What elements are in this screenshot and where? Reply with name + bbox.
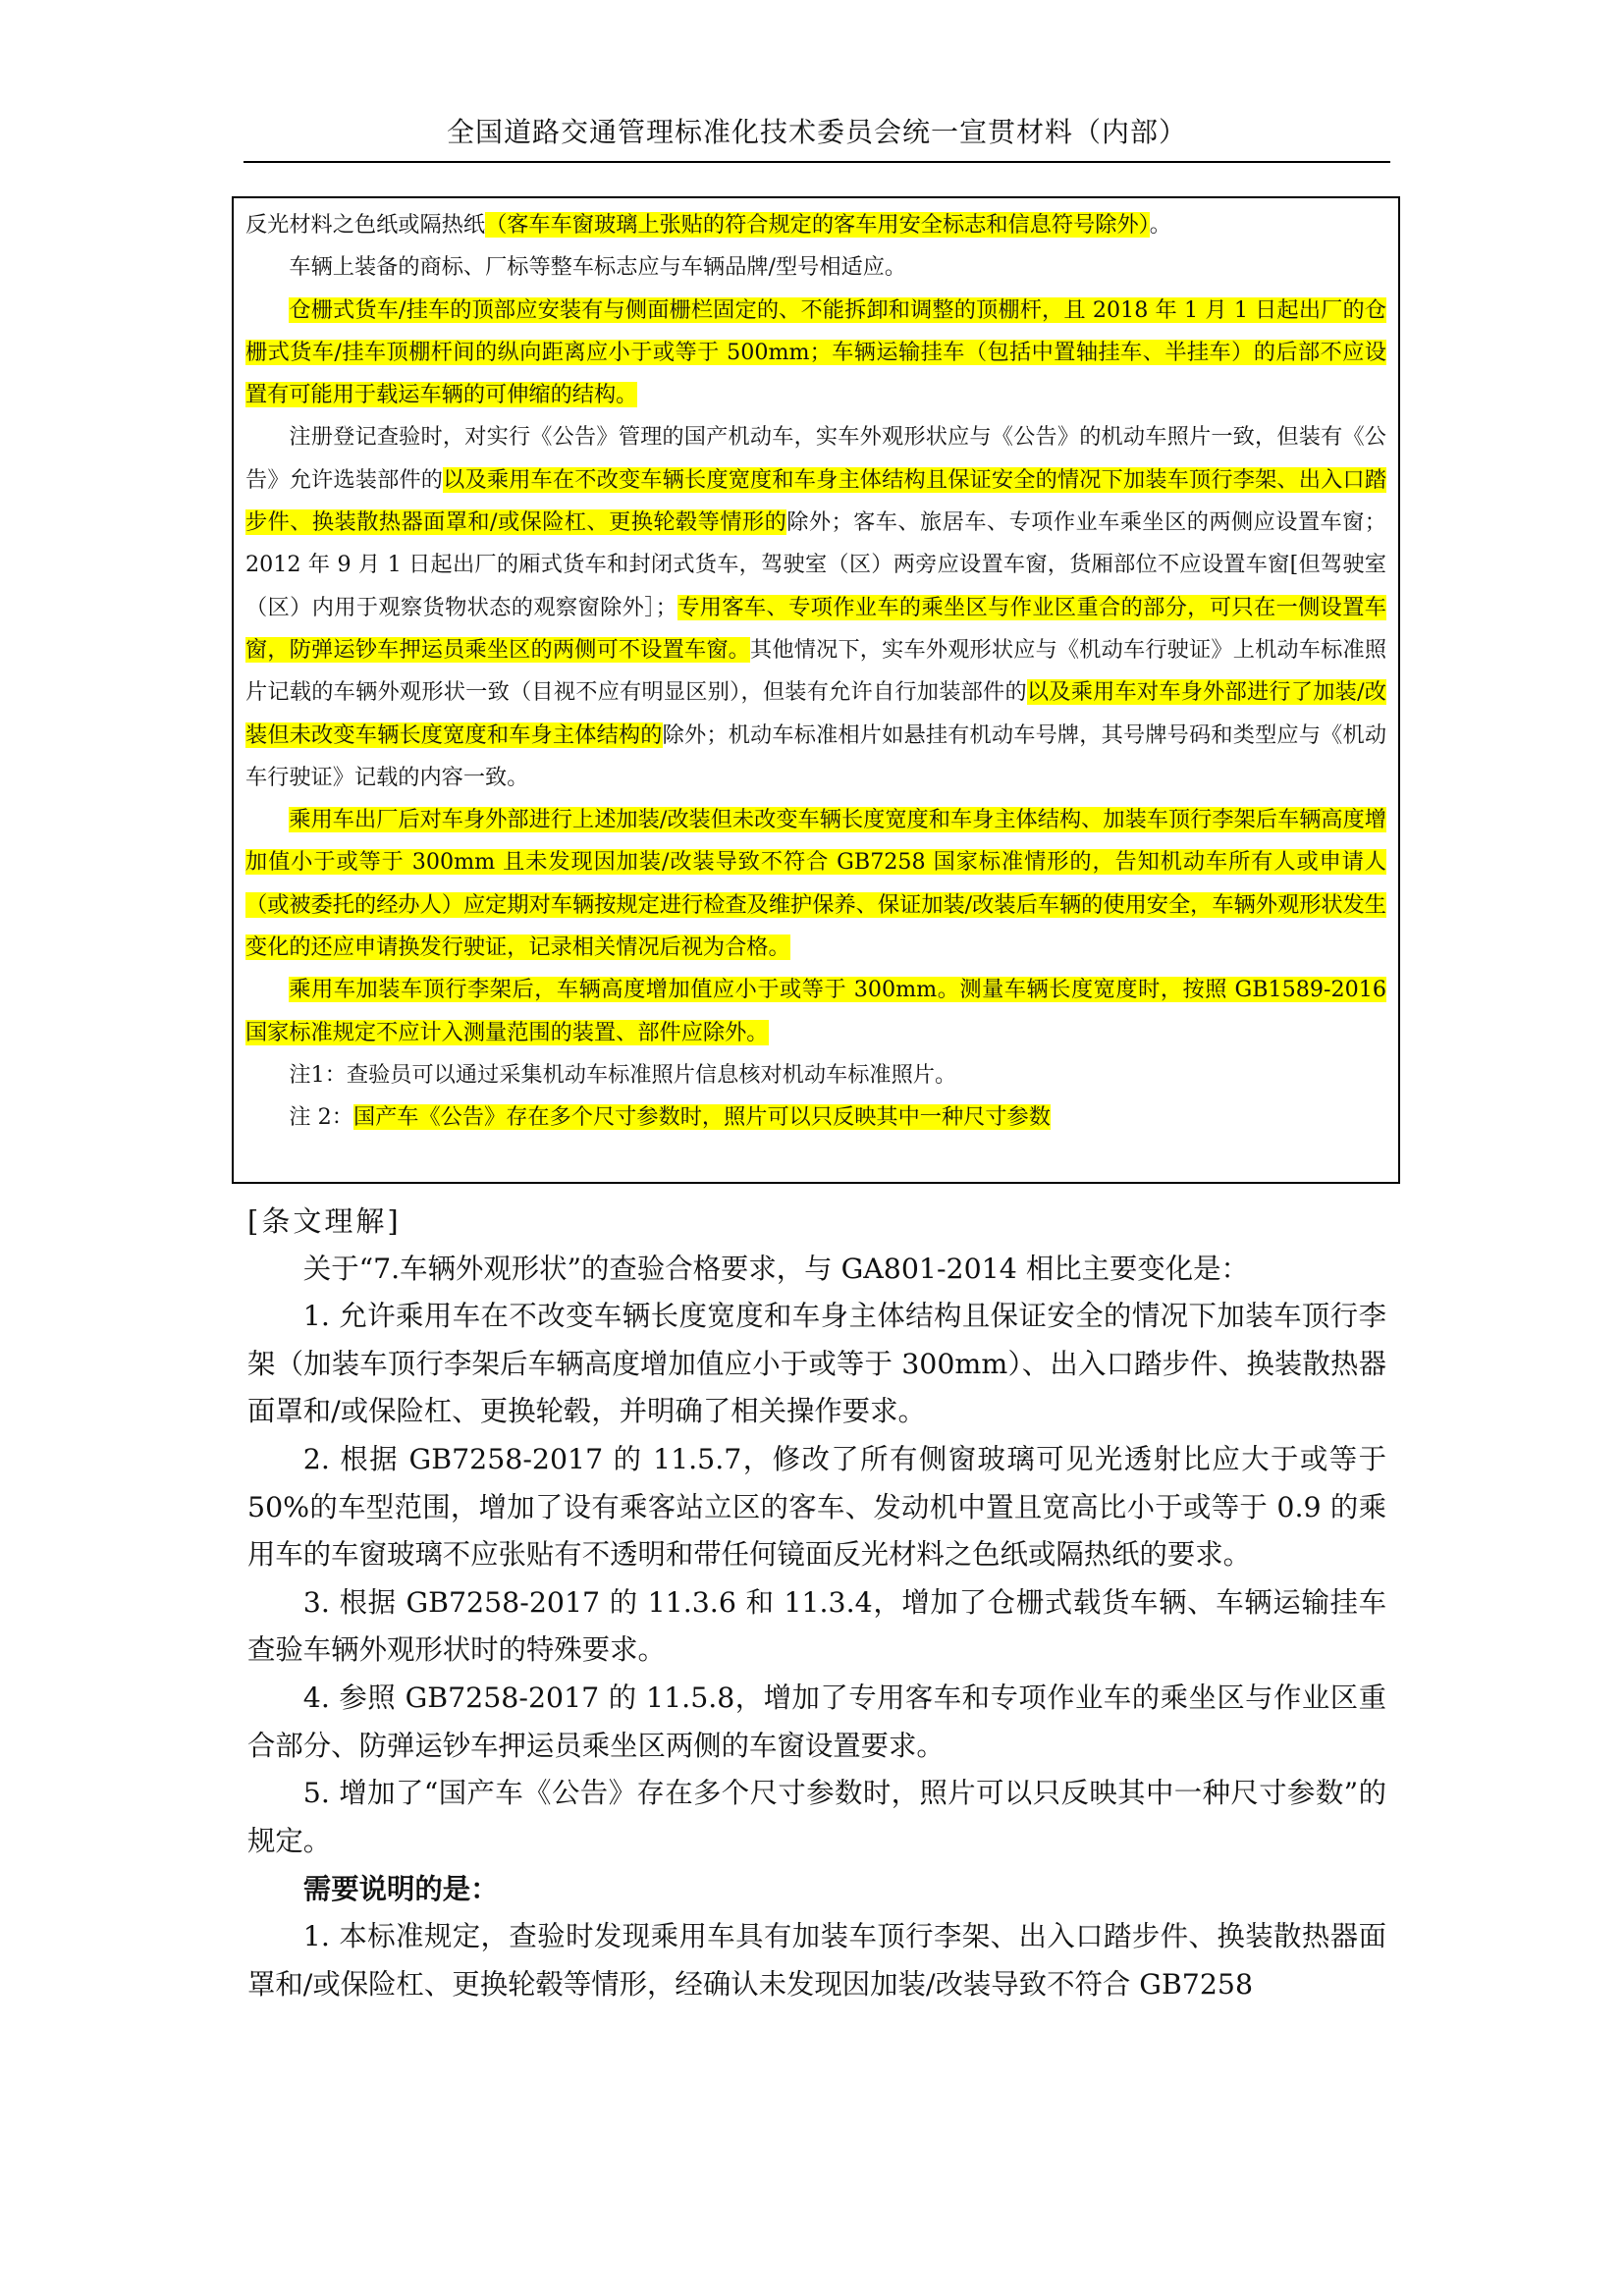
change-item-1: 1. 允许乘用车在不改变车辆长度宽度和车身主体结构且保证安全的情况下加装车顶行李架（加装车顶行李架后车辆高度增加值应小于或等于 300mm）、出入口踏步件、换装散热器面罩和/或保险杠、更换轮毂，并明确了相关操作要求。 [247, 1300, 1386, 1428]
paragraph-1 [245, 204, 1386, 246]
paragraph-5 [245, 799, 1386, 969]
p1-text: 反光材料之色纸或隔热纸 [245, 212, 486, 238]
note-heading: 需要说明的是： [302, 1872, 499, 1906]
p4-text-e: 其他情况下，实车外观形状应与《机动车行驶证》上机动车标准照片记载的车辆外观形状一致（目视不应有明显区别），但装有允许自行加装部件的 [245, 636, 1387, 706]
change-item-2: 2. 根据 GB7258-2017 的 11.5.7，修改了所有侧窗玻璃可见光透射比应大于或等于 50%的车型范围，增加了设有乘客站立区的客车、发动机中置且宽高比小于或等于 0.9 的乘用车的车窗玻璃不应张贴有不透明和带任何镜面反光材料之色纸或隔热纸的要求。 [247, 1442, 1386, 1572]
change-item-5: 5. 增加了“国产车《公告》存在多个尺寸参数时，照片可以只反映其中一种尺寸参数”的规定。 [247, 1777, 1386, 1857]
p3-highlight: 仓栅式货车/挂车的顶部应安装有与侧面栅栏固定的、不能拆卸和调整的顶棚杆，且 2018 年 1 月 1 日起出厂的仓栅式货车/挂车顶棚杆间的纵向距离应小于或等于 500mm；车辆运输挂车（包括中置轴挂车、半挂车）的后部不应设置有可能用于载运车辆的可伸缩的结构。 [245, 296, 1386, 408]
header-title: 全国道路交通管理标准化技术委员会统一宣贯材料（内部） [446, 116, 1187, 148]
note-2-highlight: 国产车《公告》存在多个尺寸参数时，照片可以只反映其中一种尺寸参数 [352, 1104, 1051, 1131]
p6-highlight: 乘用车加装车顶行李架后，车辆高度增加值应小于或等于 300mm。测量车辆长度宽度时，按照 GB1589-2016 国家标准规定不应计入测量范围的装置、部件应除外。 [245, 977, 1386, 1045]
p4-text-c: 除外；客车、旅居车、专项作业车乘坐区的两侧应设置车窗；2012 年 9 月 1 日起出厂的厢式货车和封闭式货车，驾驶室（区）两旁应设置车窗，货厢部位不应设置车窗[但驾驶室（区）内用于观察货物状态的观察窗除外］； [245, 509, 1386, 620]
intro-paragraph: 关于“7.车辆外观形状”的查验合格要求，与 GA801-2014 相比主要变化是： [302, 1252, 1249, 1285]
interpretation-section [247, 1198, 1386, 2008]
regulation-text-box [232, 196, 1400, 1184]
paragraph-6 [245, 969, 1386, 1054]
note-2-label: 注 2： [289, 1104, 353, 1131]
note-1-label: 注1： [289, 1061, 347, 1088]
p4-highlight-f: 以及乘用车对车身外部进行了加装/改装但未改变车辆长度宽度和车身主体结构的 [245, 679, 1386, 748]
p5-highlight: 乘用车出厂后对车身外部进行上述加装/改装但未改变车辆长度宽度和车身主体结构、加装车顶行李架后车辆高度增加值小于或等于 300mm 且未发现因加装/改装导致不符合 GB7258 国家标准情形的，告知机动车所有人或申请人（或被委托的经办人）应定期对车辆按规定进行检查及维护保养、保证加装/改装后车辆的使用安全，车辆外观形状发生变化的还应申请换发行驶证，记录相关情况后视为合格。 [245, 807, 1386, 961]
change-item-4: 4. 参照 GB7258-2017 的 11.5.8，增加了专用客车和专项作业车的乘坐区与作业区重合部分、防弹运钞车押运员乘坐区两侧的车窗设置要求。 [247, 1681, 1386, 1762]
paragraph-3 [245, 290, 1386, 417]
page-header [244, 110, 1390, 163]
p1-highlight: （客车车窗玻璃上张贴的符合规定的客车用安全标志和信息符号除外） [485, 212, 1150, 238]
section-title: [条文理解] [247, 1204, 402, 1238]
note-item-1: 1. 本标准规定，查验时发现乘用车具有加装车顶行李架、出入口踏步件、换装散热器面罩和/或保险杠、更换轮毂等情形，经确认未发现因加装/改装导致不符合 GB7258 [247, 1919, 1386, 2001]
p4-text-a: 注册登记查验时，对实行《公告》管理的国产机动车，实车外观形状应与《公告》的机动车照片一致，但装有《公告》允许选装部件的 [245, 424, 1386, 493]
p4-highlight-d: 专用客车、专项作业车的乘坐区与作业区重合的部分，可只在一侧设置车窗，防弹运钞车押运员乘坐区的两侧可不设置车窗。 [245, 594, 1386, 663]
p4-highlight-b: 以及乘用车在不改变车辆长度宽度和车身主体结构且保证安全的情况下加装车顶行李架、出入口踏步件、换装散热器面罩和/或保险杠、更换轮毂等情形的 [245, 466, 1387, 536]
paragraph-2: 车辆上装备的商标、厂标等整车标志应与车辆品牌/型号相适应。 [289, 254, 907, 281]
paragraph-4 [245, 416, 1386, 799]
note-2 [245, 1096, 1386, 1139]
note-1 [245, 1054, 1386, 1096]
note-1-text: 查验员可以通过采集机动车标准照片信息核对机动车标准照片。 [346, 1061, 957, 1088]
p1-end: 。 [1149, 212, 1171, 238]
change-item-3: 3. 根据 GB7258-2017 的 11.3.6 和 11.3.4，增加了仓栅式载货车辆、车辆运输挂车查验车辆外观形状时的特殊要求。 [247, 1585, 1386, 1667]
p4-text-g: 除外；机动车标准相片如悬挂有机动车号牌，其号牌号码和类型应与《机动车行驶证》记载的内容一致。 [245, 721, 1387, 790]
